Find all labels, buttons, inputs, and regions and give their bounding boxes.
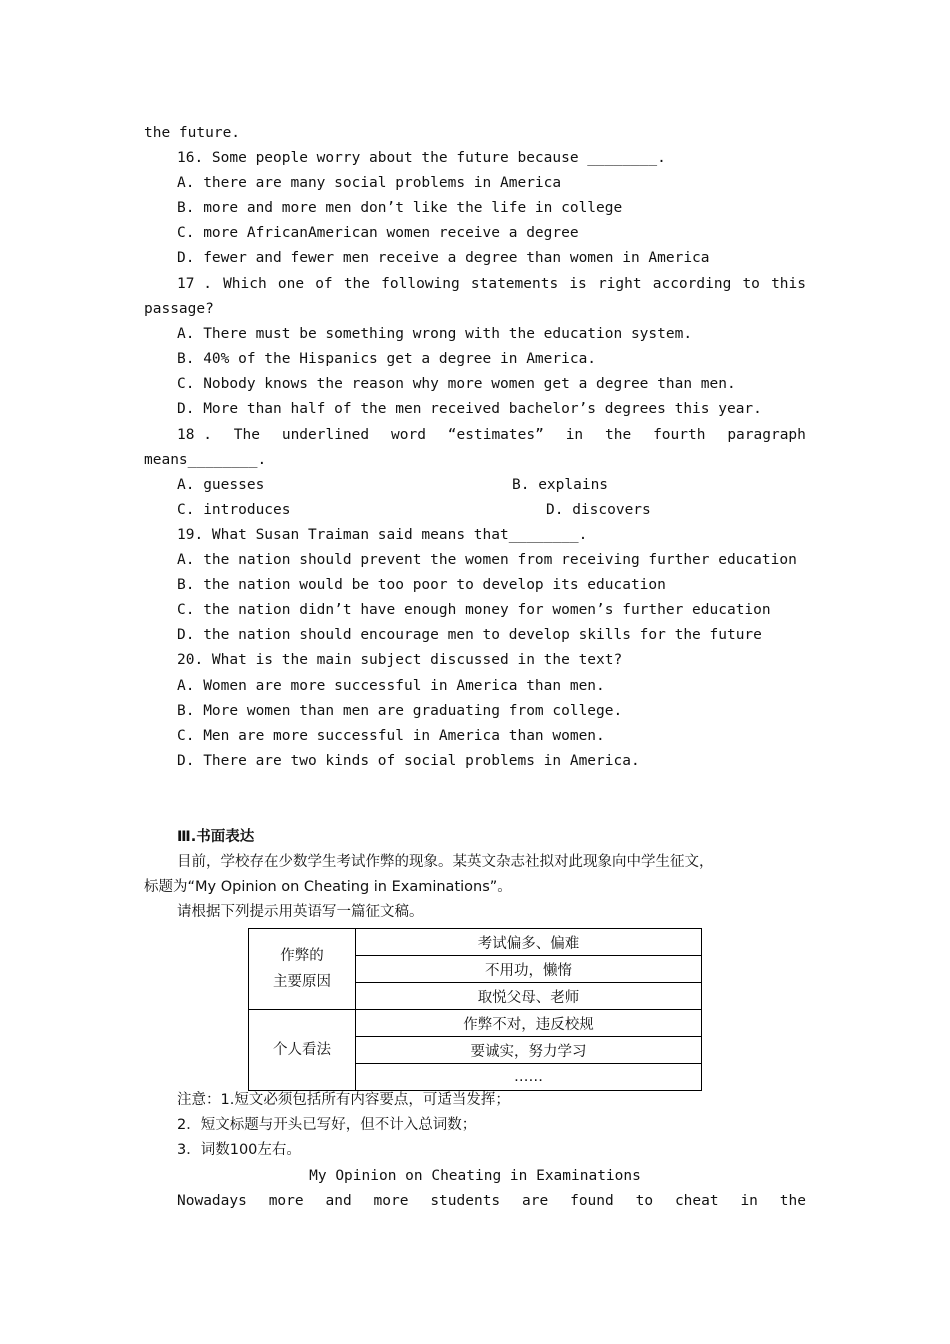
stem-word: fourth [653, 427, 706, 443]
stem-word: statements [470, 276, 559, 292]
writing-instruction: 请根据下列提示用英语写一篇征文稿。 [177, 904, 424, 920]
question-19-stem: 19. What Susan Traiman said means that________. [177, 527, 588, 543]
table-row [249, 1010, 702, 1037]
question-17-stem-cont: passage? [144, 301, 214, 317]
table-cell: 考试偏多、偏难 [356, 929, 702, 956]
essay-word: in [740, 1193, 758, 1209]
question-16-option-c: C. more AfricanAmerican women receive a degree [177, 225, 579, 241]
note-1: 注意：1.短文必须包括所有内容要点，可适当发挥； [177, 1092, 510, 1108]
question-19-option-c: C. the nation didn’t have enough money for women’s further education [177, 602, 771, 618]
stem-word: to [742, 276, 760, 292]
note-3: 3．词数100左右。 [177, 1142, 301, 1158]
question-18-option-c: C. introduces [177, 502, 291, 518]
essay-word: cheat [674, 1193, 719, 1209]
prompt-table [248, 928, 702, 1091]
question-18-stem [177, 425, 806, 445]
question-17-stem [177, 274, 806, 294]
question-20-option-c: C. Men are more successful in America than women. [177, 728, 605, 744]
stem-word: the [343, 276, 371, 292]
stem-word: “estimates” [447, 427, 544, 443]
passage-tail: the future. [144, 125, 241, 141]
essay-word: students [430, 1193, 501, 1209]
writing-intro-line2: 标题为“My Opinion on Cheating in Examinations”。 [144, 879, 512, 895]
stem-word: underlined [281, 427, 370, 443]
table-cell: 不用功，懒惰 [356, 956, 702, 983]
table-cell: …… [356, 1064, 702, 1091]
question-17-option-d: D. More than half of the men received bachelor’s degrees this year. [177, 401, 762, 417]
section-heading: Ⅲ.书面表达 [177, 829, 255, 845]
stem-word: Which [223, 276, 267, 292]
stem-word: this [771, 276, 806, 292]
question-20-option-d: D. There are two kinds of social problems in America. [177, 753, 640, 769]
question-16-option-b: B. more and more men don’t like the life in college [177, 200, 623, 216]
table-cell: 作弊不对，违反校规 [356, 1010, 702, 1037]
question-16-stem: 16. Some people worry about the future because ________. [177, 150, 666, 166]
question-18-stem-cont: means________. [144, 452, 267, 468]
question-18-option-b: B. explains [512, 477, 609, 493]
question-17-option-b: B. 40% of the Hispanics get a degree in America. [177, 351, 597, 367]
stem-word: The [233, 427, 260, 443]
question-18-option-d: D. discovers [546, 502, 651, 518]
essay-word: Nowadays [177, 1193, 247, 1209]
stem-word: 18 . [177, 427, 212, 443]
stem-word: in [565, 427, 584, 443]
table-row [249, 929, 702, 956]
stem-word: paragraph [727, 427, 806, 443]
question-17-option-c: C. Nobody knows the reason why more women get a degree than men. [177, 376, 736, 392]
question-18-option-a: A. guesses [177, 477, 265, 493]
question-17-option-a: A. There must be something wrong with the education system. [177, 326, 693, 342]
question-20-option-a: A. Women are more successful in America than men. [177, 678, 605, 694]
stem-word: one [277, 276, 305, 292]
essay-opening [177, 1191, 806, 1211]
table-cell: 取悦父母、老师 [356, 983, 702, 1010]
writing-intro-line1: 目前，学校存在少数学生考试作弊的现象。某英文杂志社拟对此现象向中学生征文， [177, 854, 714, 870]
question-16-option-a: A. there are many social problems in America [177, 175, 562, 191]
essay-word: and [325, 1193, 352, 1209]
stem-word: the [605, 427, 632, 443]
question-19-option-d: D. the nation should encourage men to develop skills for the future [177, 627, 762, 643]
question-19-option-a: A. the nation should prevent the women from receiving further education [177, 552, 797, 568]
essay-word: to [635, 1193, 654, 1209]
essay-word: are [522, 1193, 549, 1209]
stem-word: following [381, 276, 460, 292]
category-cell-reasons: 作弊的 主要原因 [249, 929, 356, 1010]
question-16-option-d: D. fewer and fewer men receive a degree than women in America [177, 250, 710, 266]
question-19-option-b: B. the nation would be too poor to develop its education [177, 577, 666, 593]
essay-word: the [779, 1193, 806, 1209]
stem-word: of [315, 276, 333, 292]
stem-word: word [391, 427, 426, 443]
question-20-option-b: B. More women than men are graduating from college. [177, 703, 623, 719]
table-cell: 要诚实，努力学习 [356, 1037, 702, 1064]
stem-word: according [652, 276, 732, 292]
stem-word: is [569, 276, 587, 292]
category-cell-opinion: 个人看法 [249, 1010, 356, 1091]
stem-word: right [597, 276, 642, 292]
essay-word: more [373, 1193, 409, 1209]
essay-word: found [570, 1193, 614, 1209]
essay-title: My Opinion on Cheating in Examinations [309, 1168, 641, 1184]
note-2: 2．短文标题与开头已写好，但不计入总词数； [177, 1117, 477, 1133]
question-20-stem: 20. What is the main subject discussed in the text? [177, 652, 623, 668]
essay-word: more [268, 1193, 304, 1209]
stem-word: 17 . [177, 276, 212, 292]
